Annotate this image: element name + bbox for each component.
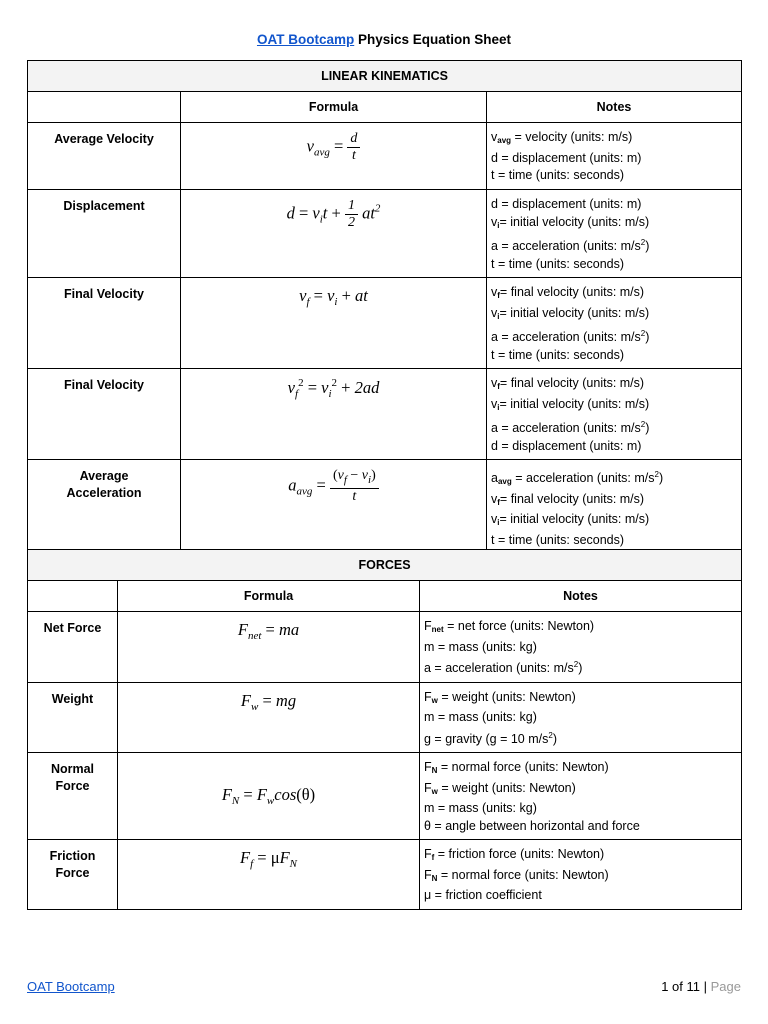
note-line: t = time (units: seconds) (491, 532, 625, 547)
note-line: a = acceleration (units: $m/s^2$) (491, 329, 650, 344)
note-line: d = displacement (units: m) (491, 197, 642, 211)
table-row (28, 460, 742, 554)
row-name: Final Velocity (28, 278, 181, 369)
page-title (0, 32, 768, 47)
formula-final-velocity-1: $v_f = v_i$ + at (181, 278, 487, 369)
note-line: $v_f=$ final velocity (units: m/s) (491, 491, 645, 507)
table-row (28, 753, 742, 840)
note-line: $F_N$ = normal force (units: Newton) (424, 760, 609, 775)
note-line: $v_i=$ initial velocity (units: m/s) (491, 305, 650, 321)
note-line: a = acceleration (units: $m/s^2$) (424, 660, 583, 675)
formula-net-force: $F_{net}$ = ma (118, 612, 420, 683)
row-name: Average Velocity (28, 123, 181, 190)
note-line: $v_f=$ final velocity (units: m/s) (491, 376, 645, 391)
note-line: θ = angle between horizontal and force (424, 818, 640, 833)
forces-title: FORCES (28, 550, 742, 581)
note-line: t = time (units: seconds) (491, 168, 625, 182)
note-line: a = acceleration (units: $m/s^2$) (491, 420, 650, 435)
note-line: d = displacement (units: m) (491, 438, 642, 453)
note-line: $F_{net}$ = net force (units: Newton) (424, 619, 595, 634)
note-line: d = displacement (units: m) (491, 150, 642, 165)
formula-header: Formula (181, 92, 487, 123)
formula-weight: $F_w$ = mg (118, 682, 420, 753)
row-notes (420, 612, 742, 683)
formula-final-velocity-2: $v_f^2 = v_i^2 + 2ad$ (181, 369, 487, 460)
row-name: Net Force (28, 612, 118, 683)
table-row (28, 369, 742, 460)
table-row (28, 682, 742, 753)
row-name: Final Velocity (28, 369, 181, 460)
page-number: 1 of 11 (661, 979, 701, 994)
table-row (28, 840, 742, 910)
blank-header (28, 581, 118, 612)
row-notes (487, 278, 742, 369)
note-line: $F_w$ = weight (units: Newton) (424, 780, 576, 796)
note-line: $v_{avg}$ = velocity (units: m/s) (491, 130, 633, 145)
row-notes (487, 369, 742, 460)
note-line: $F_w$ = weight (units: Newton) (424, 689, 576, 705)
formula-friction-force: $F_f = \mu F_N$ (118, 840, 420, 910)
table-row (28, 278, 742, 369)
notes-header: Notes (487, 92, 742, 123)
note-line: $v_i=$ initial velocity (units: m/s) (491, 396, 650, 412)
row-name: Friction Force (28, 840, 118, 910)
row-notes (420, 682, 742, 753)
formula-avg-velocity: $v_{avg}$ = $\frac{d}{t}$ (181, 123, 487, 190)
table-row (28, 190, 742, 278)
page-word: Page (710, 979, 741, 994)
note-line: μ = friction coefficient (424, 888, 542, 902)
formula-header: Formula (118, 581, 420, 612)
note-line: m = mass (units: kg) (424, 801, 537, 815)
notes-header: Notes (420, 581, 742, 612)
row-notes (420, 753, 742, 840)
note-line: m = mass (units: kg) (424, 639, 537, 654)
row-name: Normal Force (28, 753, 118, 840)
row-notes (420, 840, 742, 910)
note-line: $v_i=$ initial velocity (units: m/s) (491, 512, 650, 527)
note-line: a = acceleration (units: $m/s^2$) (491, 238, 650, 253)
forces-table (27, 549, 742, 910)
formula-avg-acceleration: $a_{avg}$ = $\frac{(v_f - v_i)}{t}$ (181, 460, 487, 554)
row-name: Displacement (28, 190, 181, 278)
kinematics-table (27, 60, 742, 554)
row-notes (487, 123, 742, 190)
note-line: g = gravity (g = 10 $m/s^2$) (424, 730, 557, 746)
table-row (28, 123, 742, 190)
formula-displacement: $d = v_it$ + $\frac{1}{2}$ $at^2$ (181, 190, 487, 278)
note-line: t = time (units: seconds) (491, 256, 625, 271)
kinematics-title: LINEAR KINEMATICS (28, 61, 742, 92)
title-text: Physics Equation Sheet (354, 32, 512, 47)
note-line: $v_f=$ final velocity (units: m/s) (491, 285, 645, 300)
note-line: $a_{avg}$ = acceleration (units: $m/s^2$) (491, 470, 664, 486)
note-line: $F_N$ = normal force (units: Newton) (424, 867, 609, 883)
row-notes (487, 190, 742, 278)
row-name: Weight (28, 682, 118, 753)
blank-header (28, 92, 181, 123)
row-notes (487, 460, 742, 554)
formula-normal-force: $F_N = F_w\cos(\theta)$ (118, 753, 420, 840)
note-line: $F_f$ = friction force (units: Newton) (424, 847, 605, 862)
brand-link[interactable]: OAT Bootcamp (256, 32, 355, 47)
footer-link[interactable]: OAT Bootcamp (27, 979, 115, 994)
note-line: t = time (units: seconds) (491, 347, 625, 362)
note-line: $v_i=$ initial velocity (units: m/s) (491, 214, 650, 230)
note-line: m = mass (units: kg) (424, 710, 537, 724)
table-row (28, 612, 742, 683)
row-name: Average Acceleration (28, 460, 181, 554)
page-indicator: 1 of 11 | Page (661, 979, 741, 994)
